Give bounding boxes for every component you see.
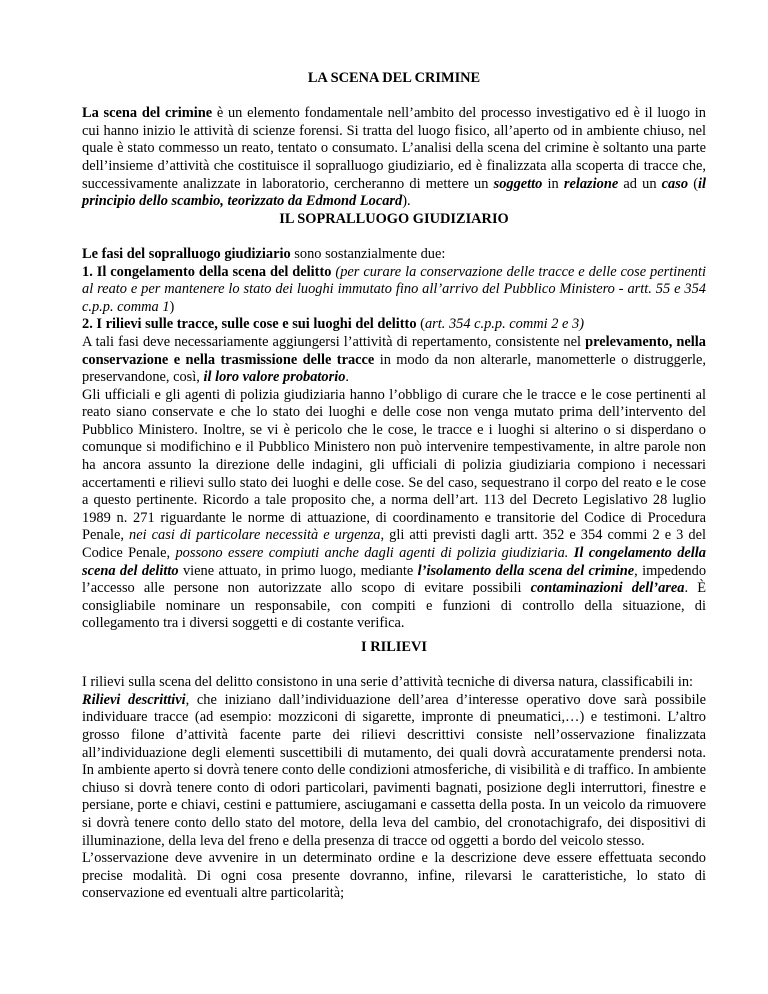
intro-text: in (542, 175, 564, 192)
repertamento-paragraph (82, 334, 706, 387)
intro-paragraph (82, 105, 706, 211)
contaminazioni-term: contaminazioni dell’area (530, 580, 685, 597)
intro-locard: il principio dello scambio, teorizzato da Edmond Locard (82, 175, 707, 210)
intro-text: ). (402, 193, 411, 210)
fase-1-paragraph (82, 264, 706, 317)
ufficiali-text: , gli atti previsti dagli artt. 352 e 354 commi 2 e 3 del Codice Penale, (82, 527, 706, 562)
repertamento-text: A tali fasi deve necessariamente aggiungersi l’attività di repertamento, consistente nel (82, 333, 586, 350)
fasi-paragraph (82, 246, 706, 264)
fase-2-paragraph (82, 316, 706, 334)
intro-soggetto: soggetto (493, 175, 543, 192)
intro-text: ad un (618, 175, 662, 192)
isolamento-term: l’isolamento della scena del crimine (417, 562, 635, 579)
repertamento-text: in modo da non alterarle, manometterle o distruggerle, preservandone, così, (82, 351, 706, 386)
fasi-text: sono sostanzialmente due: (290, 245, 446, 262)
rilievi-descrittivi-paragraph (82, 692, 706, 850)
intro-text: ( (688, 175, 699, 192)
rilievi-intro-paragraph: I rilievi sulla scena del delitto consistono in una serie d’attività tecniche di diversa natura, classificabili in: (82, 674, 694, 691)
valore-probatorio: il loro valore probatorio (203, 369, 346, 386)
ufficiali-text: . È consigliabile nominare un responsabile, con compiti e funzioni di controllo della situazione, di collegamento tra i diversi soggetti e di costante verifica. (82, 580, 706, 632)
repertamento-end: . (345, 369, 350, 386)
rilievi-descrittivi-text: , che iniziano dall’individuazione dell’area d’interesse operativo dove sarà possibile individuare tracce (ad esempio: mozziconi di sigarette, impronte di pneumatici,…) e testimoni. L’altro grosso filone d’attività facente parte dei rilievi descrittivi consiste nell’osservazione finalizzata all’individuazione degli elementi suscettibili di mutamento, dei quali dovrà accuratamente prendersi nota. In ambiente aperto si dovrà tenere conto delle condizioni atmosferiche, di visibilità e di traffico. In ambiente chiuso si dovrà tenere conto di odori particolari, pavimenti bagnati, posizione degli interruttori, finestre e persiane, porte e chiavi, cestini e pattumiere, asciugamani e cassetta della posta. In un veicolo da rimuovere si dovrà tenere conto dello stato del motore, della leva del cambio, del cronotachigrafo, dei dispositivi di illuminazione, della leva del freno e della presenza di tracce od oggetti a bordo del veicolo stesso. (82, 691, 706, 849)
document-title: LA SCENA DEL CRIMINE (307, 70, 481, 86)
fase-1-end: ) (169, 298, 175, 315)
ufficiali-italic: nei casi di particolare necessità e urgenza (129, 527, 381, 544)
intro-caso: caso (661, 175, 689, 192)
fasi-term: Le fasi del sopralluogo giudiziario (82, 245, 291, 262)
rilievi-descrittivi-term: Rilievi descrittivi (82, 691, 186, 708)
intro-relazione: relazione (563, 175, 619, 192)
repertamento-bold: prelevamento, nella conservazione e nella trasmissione delle tracce (82, 333, 707, 368)
ufficiali-paragraph (82, 387, 706, 633)
ufficiali-text: , impedendo l’accesso alle persone non autorizzate allo scopo di evitare possibili (82, 562, 707, 597)
fase-2-paren: ( (416, 316, 425, 333)
congelamento-term: Il congelamento della scena del delitto (82, 545, 706, 579)
osservazione-paragraph: L’osservazione deve avvenire in un determinato ordine e la descrizione deve essere effettuata secondo precise modalità. Di ogni cosa presente dovranno, infine, rilevarsi le caratteristiche, lo stato di conservazione ed eventuali altre particolarità; (82, 850, 706, 902)
ufficiali-text: Gli ufficiali e gli agenti di polizia giudiziaria hanno l’obbligo di curare che le tracce e le cose pertinenti al reato siano conservate e che lo stato dei luoghi e delle cose non venga mutato prima dell’intervento del Pubblico Ministero. Inoltre, se vi è pericolo che le cose, le tracce e i luoghi si alterino o si disperdano o comunque si modifichino e il Pubblico Ministero non può intervenire tempestivamente, in altre parole non ha ancora assunto la direzione delle indagini, gli ufficiali di polizia giudiziaria compiono i necessari accertamenti e rilievi sullo stato dei luoghi e delle cose. Se del caso, sequestrano il corpo del reato e le cose a questo pertinente. Ricordo a tale proposito che, a norma dell’art. 113 del Decreto Legislativo 28 luglio 1989 n. 271 riguardante le norme di attuazione, di coordinamento e transitorie del Codice di Procedura Penale, (82, 386, 706, 544)
fase-1-term: 1. Il congelamento della scena del delitto (82, 263, 332, 280)
fase-2-term: 2. I rilievi sulle tracce, sulle cose e sui luoghi del delitto (82, 316, 417, 333)
section-title-sopralluogo: IL SOPRALLUOGO GIUDIZIARIO (279, 210, 509, 227)
ufficiali-italic: possono essere compiuti anche dagli agenti di polizia giudiziaria. (175, 545, 569, 562)
fase-2-text: art. 354 c.p.p. commi 2 e 3) (424, 316, 585, 333)
intro-term: La scena del crimine (82, 105, 213, 122)
section-title-rilievi: I RILIEVI (361, 639, 427, 655)
ufficiali-text: viene attuato, in primo luogo, mediante (178, 562, 418, 579)
intro-text: è un elemento fondamentale nell’ambito del processo investigativo ed è il luogo in cui hanno inizio le attività di scienze forensi. Si tratta del luogo fisico, all’aperto od in ambiente chiuso, nel quale è stato commesso un reato, tentato o consumato. L’analisi della scena del crimine è soltanto una parte dell’insieme d’attività che costituisce il sopralluogo giudiziario, ed è finalizzata alla scoperta di tracce che, successivamente analizzate in laboratorio, cercheranno di mettere un (82, 105, 707, 192)
fase-1-text: (per curare la conservazione delle tracce e delle cose pertinenti al reato e per mantenere lo stato dei luoghi immutato fino all’arrivo del Pubblico Ministero - artt. 55 e 354 c.p.p. comma 1 (82, 263, 706, 315)
